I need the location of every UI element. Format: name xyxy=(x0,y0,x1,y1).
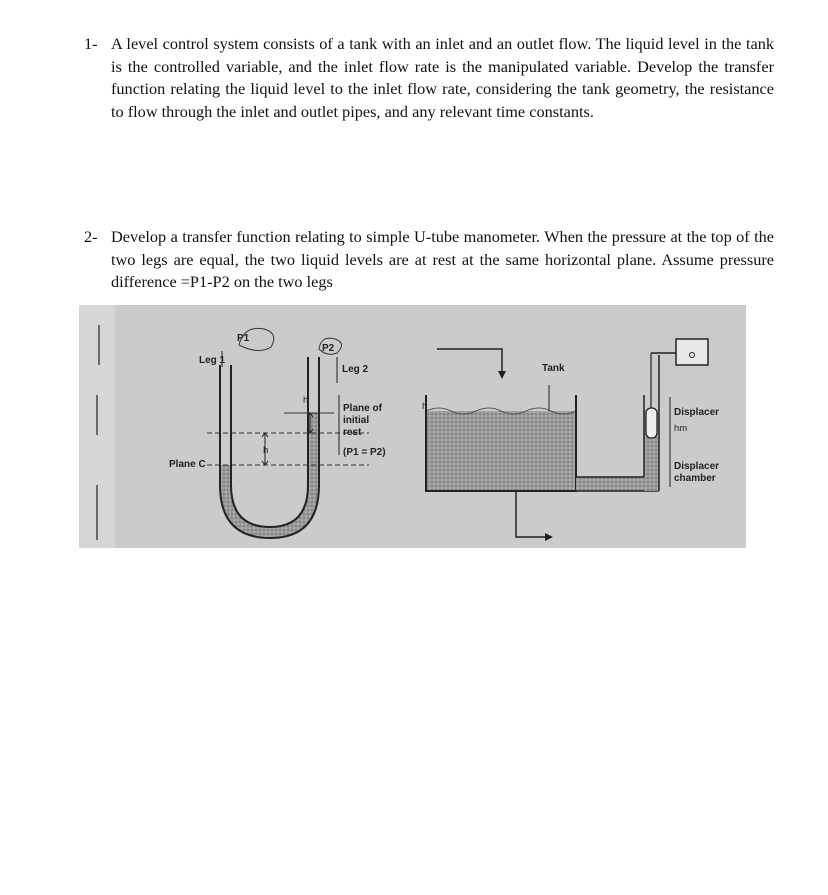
tank-liquid xyxy=(426,411,576,491)
h-top-label: h xyxy=(303,395,309,406)
displacer-chamber-label-1: Displacer xyxy=(674,461,720,472)
tank-h-label: h xyxy=(422,401,428,412)
leg-2-label: Leg 2 xyxy=(342,364,369,375)
hm-label: hm xyxy=(674,423,688,434)
p2-label: P2 xyxy=(322,343,335,354)
question-number: 2- xyxy=(84,227,98,246)
tank-label: Tank xyxy=(542,363,565,374)
question-text: Develop a transfer function relating to simple U-tube manometer. When the pressure at the top of the two legs are equal, the two liquid levels are at rest at the same horizontal plane. Assume pressure difference =P1-P2 on the two legs xyxy=(111,227,774,291)
displacer-label: Displacer xyxy=(674,407,720,418)
plane-label-line-4: (P1 = P2) xyxy=(343,447,386,458)
question-2 xyxy=(84,226,774,294)
displacer-body xyxy=(646,408,657,438)
h-bottom-label: h xyxy=(263,445,269,456)
question-1 xyxy=(84,33,774,123)
plane-c-label: Plane C xyxy=(169,459,206,470)
plane-label-line-2: initial xyxy=(343,415,370,426)
question-text: A level control system consists of a tank with an inlet and an outlet flow. The liquid level in the tank is the controlled variable, and the inlet flow rate is the manipulated variable. Develop the transfer function relating the liquid level to the inlet flow rate, considering the tank geometry, the resistance to flow through the inlet and outlet pipes, and any relevant time constants. xyxy=(111,34,774,121)
plane-label-line-1: Plane of xyxy=(343,403,382,414)
question-number: 1- xyxy=(84,34,98,53)
manometer-and-tank-figure xyxy=(79,305,746,548)
displacer-chamber-label-2: chamber xyxy=(674,473,716,484)
p1-label: P1 xyxy=(237,333,250,344)
leg-1-label: Leg 1 xyxy=(199,355,226,366)
plane-label-line-3: rest xyxy=(343,427,362,438)
